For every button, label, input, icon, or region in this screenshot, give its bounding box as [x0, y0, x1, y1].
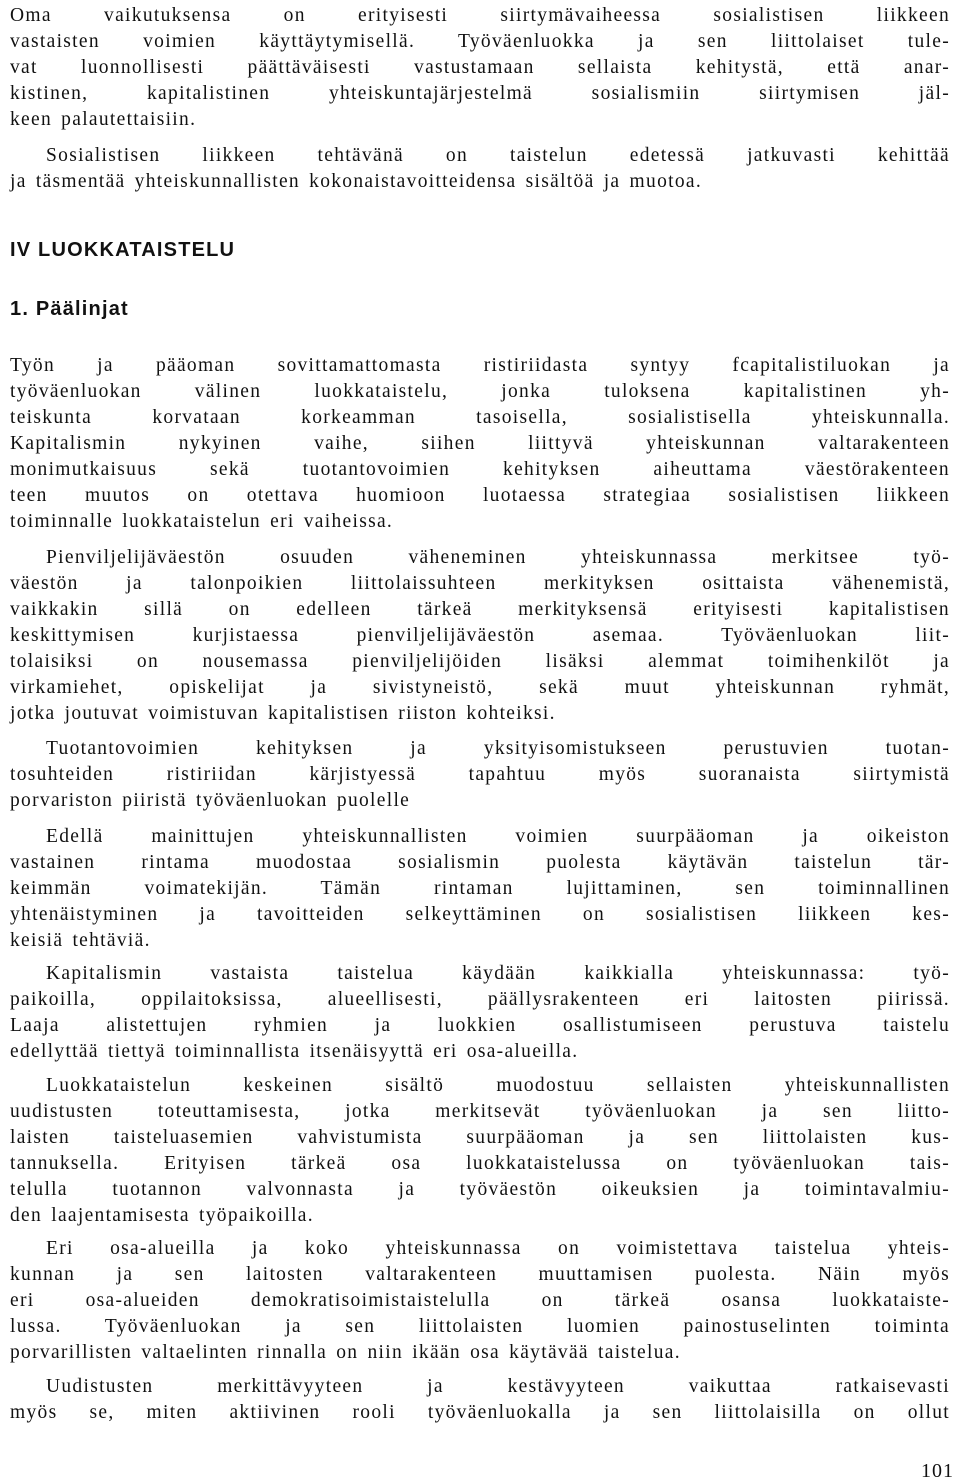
text-line: työväenluokan välinen luokkataistelu, jonka tuloksena kapitalistinen yh- [10, 381, 950, 402]
text-line: keen palautettaisiin. [10, 109, 197, 130]
text-line: Kapitalismin nykyinen vaihe, siihen liittyvä yhteiskunnan valtarakenteen [10, 433, 950, 454]
text-line: Kapitalismin vastaista taistelua käydään kaikkialla yhteiskunnassa: työ- [46, 963, 950, 984]
text-line: keisiä tehtäviä. [10, 930, 151, 951]
text-line: Oma vaikutuksensa on erityisesti siirtymävaiheessa sosialistisen liikkeen [10, 5, 950, 26]
text-line: tosuhteiden ristiriidan kärjistyessä tapahtuu myös suoranaista siirtymistä [10, 764, 950, 785]
text-line: vastainen rintama muodostaa sosialismin puolesta käytävän taistelun tär- [10, 852, 950, 873]
text-line: tolaisiksi on nousemassa pienviljelijöiden lisäksi alemmat toimihenkilöt ja [10, 651, 950, 672]
text-line: vat luonnollisesti päättäväisesti vastustamaan sellaista kehitystä, että anar- [10, 57, 950, 78]
text-line: porvariston piiristä työväenluokan puolelle [10, 790, 411, 811]
text-line: monimutkaisuus sekä tuotantovoimien kehityksen aiheuttama väestörakenteen [10, 459, 950, 480]
text-line: Laaja alistettujen ryhmien ja luokkien osallistumiseen perustuva taistelu [10, 1015, 950, 1036]
text-line: vastaisten voimien käyttäytymisellä. Työväenluokka ja sen liittolaiset tule- [10, 31, 950, 52]
text-line: teen muutos on otettava huomioon luotaessa strategiaa sosialistisen liikkeen [10, 485, 950, 506]
text-line: Edellä mainittujen yhteiskunnallisten voimien suurpääoman ja oikeiston [46, 826, 950, 847]
text-line: toiminnalle luokkataistelun eri vaiheissa. [10, 511, 394, 532]
text-line: telulla tuotannon valvonnasta ja työväestön oikeuksien ja toimintavalmiu- [10, 1179, 950, 1200]
text-line: tannuksella. Erityisen tärkeä osa luokkataistelussa on työväenluokan tais- [10, 1153, 950, 1174]
text-line: paikoilla, oppilaitoksissa, alueellisesti, päällysrakenteen eri laitosten piirissä. [10, 989, 950, 1010]
text-line: Pienviljelijäväestön osuuden väheneminen yhteiskunnassa merkitsee työ- [46, 547, 950, 568]
text-line: kunnan ja sen laitosten valtarakenteen muuttamisen puolesta. Näin myös [10, 1264, 950, 1285]
chapter-heading: IV LUOKKATAISTELU [10, 239, 236, 261]
text-line: Työn ja pääoman sovittamattomasta ristiriidasta syntyy fcapitalistiluokan ja [10, 355, 950, 376]
text-line: Luokkataistelun keskeinen sisältö muodostuu sellaisten yhteiskunnallisten [46, 1075, 950, 1096]
text-line: Uudistusten merkittävyyteen ja kestävyyteen vaikuttaa ratkaisevasti [46, 1376, 950, 1397]
text-line: Tuotantovoimien kehityksen ja yksityisomistukseen perustuvien tuotan- [46, 738, 950, 759]
text-line: kistinen, kapitalistinen yhteiskuntajärjestelmä sosialismiin siirtymisen jäl- [10, 83, 950, 104]
text-line: vaikkakin sillä on edelleen tärkeä merkityksensä erityisesti kapitalistisen [10, 599, 950, 620]
text-line: teiskunta korvataan korkeamman tasoisella, sosialistisella yhteiskunnalla. [10, 407, 950, 428]
text-line: Eri osa-alueilla ja koko yhteiskunnassa on voimistettava taistelua yhteis- [46, 1238, 950, 1259]
text-line: eri osa-alueiden demokratisoimistaistelulla on tärkeä osansa luokkataiste- [10, 1290, 950, 1311]
text-line: laisten taisteluasemien vahvistumista suurpääoman ja sen liittolaisten kus- [10, 1127, 950, 1148]
text-line: virkamiehet, opiskelijat ja sivistyneistö, sekä muut yhteiskunnan ryhmät, [10, 677, 950, 698]
text-line: lussa. Työväenluokan ja sen liittolaisten luomien painostuselinten toiminta [10, 1316, 950, 1337]
text-line: väestön ja talonpoikien liittolaissuhteen merkityksen osittaista vähenemistä, [10, 573, 950, 594]
page-number: 101 [921, 1460, 954, 1482]
text-line: jotka joutuvat voimistuvan kapitalistisen riiston kohteiksi. [10, 703, 556, 724]
text-line: ja täsmentää yhteiskunnallisten kokonaistavoitteidensa sisältöä ja muotoa. [10, 171, 703, 192]
text-line: porvarillisten valtaelinten rinnalla on niin ikään osa käytävää taistelua. [10, 1342, 681, 1363]
text-line: keskittymisen kurjistaessa pienviljelijäväestön asemaa. Työväenluokan liit- [10, 625, 950, 646]
text-line: myös se, miten aktiivinen rooli työväenluokalla ja sen liittolaisilla on ollut [10, 1402, 950, 1423]
text-line: edellyttää tiettyä toiminnallista itsenäisyyttä eri osa-alueilla. [10, 1041, 579, 1062]
text-line: keimmän voimatekijän. Tämän rintaman lujittaminen, sen toiminnallinen [10, 878, 950, 899]
text-line: yhtenäistyminen ja tavoitteiden selkeyttäminen on sosialistisen liikkeen kes- [10, 904, 950, 925]
section-heading: 1. Päälinjat [10, 298, 129, 320]
text-line: den laajentamisesta työpaikoilla. [10, 1205, 314, 1226]
text-line: Sosialistisen liikkeen tehtävänä on taistelun edetessä jatkuvasti kehittää [46, 145, 950, 166]
text-line: uudistusten toteuttamisesta, jotka merkitsevät työväenluokan ja sen liitto- [10, 1101, 950, 1122]
